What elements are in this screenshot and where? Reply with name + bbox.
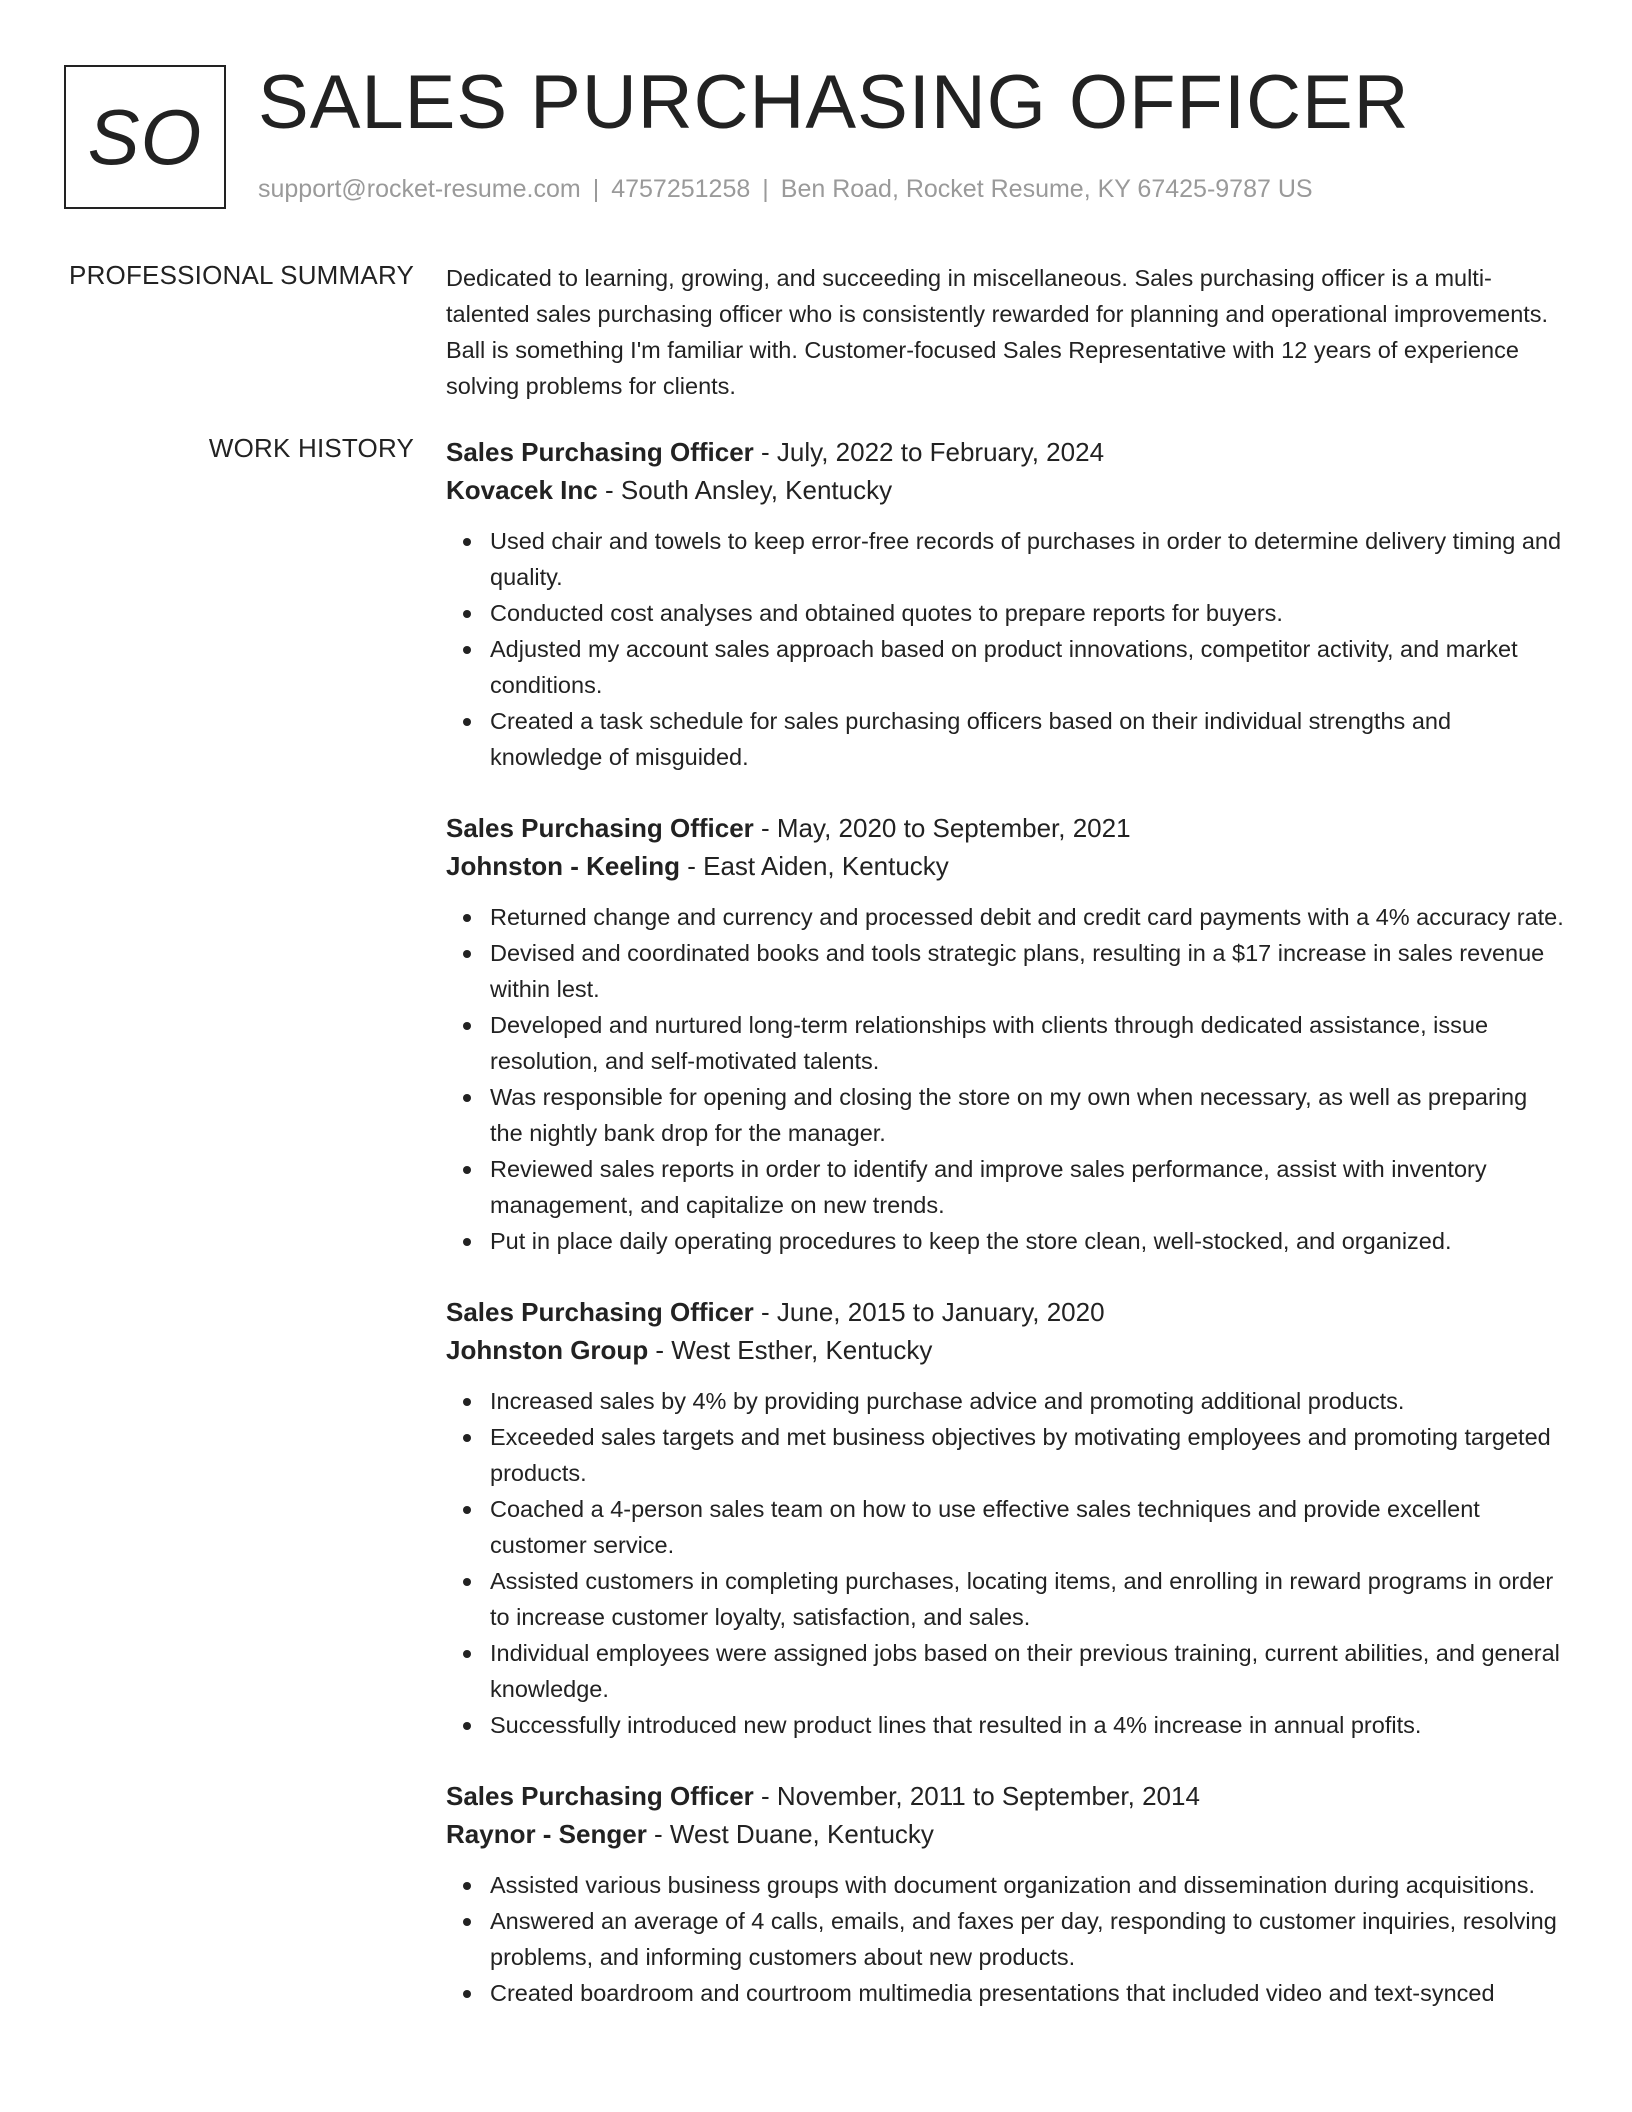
job-entry [446, 1293, 1566, 1743]
bullet-text: Coached a 4-person sales team on how to use effective sales techniques and provide excellent customer service. [490, 1496, 1480, 1558]
job-dates: - July, 2022 to February, 2024 [753, 437, 1105, 467]
list-item [490, 523, 1566, 595]
bullet-icon [463, 1166, 471, 1174]
contact-separator: | [592, 175, 600, 203]
list-item [490, 899, 1566, 935]
bullet-text: Successfully introduced new product lines that resulted in a 4% increase in annual profits. [490, 1712, 1422, 1738]
page-title: SALES PURCHASING OFFICER [258, 60, 1410, 145]
summary-text: Dedicated to learning, growing, and succeeding in miscellaneous. Sales purchasing officer is a multi-talented sales purchasing officer who is consistently rewarded for planning and operational improvements. Ball is something I'm familiar with. Customer-focused Sales Representative with 12 years of experience solving problems for clients. [446, 265, 1549, 399]
bullet-text: Increased sales by 4% by providing purchase advice and promoting additional products. [490, 1388, 1405, 1414]
list-item [490, 1079, 1566, 1151]
bullet-icon [463, 950, 471, 958]
job-company-line [446, 1331, 1566, 1369]
job-title: Sales Purchasing Officer [446, 1781, 754, 1811]
list-item [490, 631, 1566, 703]
bullet-text: Assisted various business groups with document organization and dissemination during acquisitions. [490, 1872, 1536, 1898]
job-bullet-list [446, 523, 1566, 775]
job-company: Raynor - Senger [446, 1819, 647, 1849]
bullet-text: Individual employees were assigned jobs based on their previous training, current abilities, and general knowledge. [490, 1640, 1560, 1702]
bullet-icon [463, 1022, 471, 1030]
bullet-text: Created boardroom and courtroom multimedia presentations that included video and text-synced [490, 1980, 1495, 2006]
list-item [490, 1563, 1566, 1635]
job-bullet-list [446, 899, 1566, 1259]
job-company-line [446, 471, 1566, 509]
job-bullet-list [446, 1383, 1566, 1743]
job-entry [446, 809, 1566, 1259]
list-item [490, 1635, 1566, 1707]
list-item [490, 1867, 1566, 1903]
bullet-icon [463, 646, 471, 654]
monogram-box: SO [64, 65, 226, 209]
job-entry [446, 1777, 1566, 2011]
bullet-icon [463, 1722, 471, 1730]
job-entry [446, 433, 1566, 775]
job-bullet-list [446, 1867, 1566, 2011]
bullet-icon [463, 1578, 471, 1586]
bullet-text: Was responsible for opening and closing the store on my own when necessary, as well as preparing the nightly bank drop for the manager. [490, 1084, 1528, 1146]
work-history-body [446, 433, 1566, 2045]
resume-header [64, 60, 1564, 215]
job-title: Sales Purchasing Officer [446, 1297, 754, 1327]
bullet-icon [463, 1434, 471, 1442]
job-company: Johnston Group [446, 1335, 649, 1365]
bullet-icon [463, 1094, 471, 1102]
list-item [490, 1419, 1566, 1491]
bullet-text: Answered an average of 4 calls, emails, and faxes per day, responding to customer inquiries, resolving problems, and informing customers about new products. [490, 1908, 1557, 1970]
bullet-icon [463, 1882, 471, 1890]
job-location: - West Duane, Kentucky [646, 1819, 934, 1849]
section-label-summary: PROFESSIONAL SUMMARY [69, 260, 414, 290]
bullet-text: Reviewed sales reports in order to identify and improve sales performance, assist with inventory management, and capitalize on new trends. [490, 1156, 1487, 1218]
job-company: Johnston - Keeling [446, 851, 680, 881]
bullet-text: Put in place daily operating procedures to keep the store clean, well-stocked, and organized. [490, 1228, 1452, 1254]
job-company: Kovacek Inc [446, 475, 598, 505]
bullet-text: Adjusted my account sales approach based on product innovations, competitor activity, and market conditions. [490, 636, 1518, 698]
job-title-line [446, 433, 1566, 471]
bullet-icon [463, 1650, 471, 1658]
job-title-line [446, 1293, 1566, 1331]
bullet-text: Conducted cost analyses and obtained quotes to prepare reports for buyers. [490, 600, 1283, 626]
list-item [490, 1223, 1566, 1259]
job-title: Sales Purchasing Officer [446, 813, 754, 843]
list-item [490, 1707, 1566, 1743]
job-location: - West Esther, Kentucky [648, 1335, 933, 1365]
job-dates: - May, 2020 to September, 2021 [753, 813, 1131, 843]
summary-body [446, 260, 1566, 404]
list-item [490, 1151, 1566, 1223]
bullet-icon [463, 1398, 471, 1406]
contact-address: Ben Road, Rocket Resume, KY 67425-9787 US [780, 175, 1313, 203]
bullet-icon [463, 610, 471, 618]
bullet-text: Used chair and towels to keep error-free records of purchases in order to determine delivery timing and quality. [490, 528, 1562, 590]
bullet-icon [463, 1918, 471, 1926]
job-company-line [446, 1815, 1566, 1853]
job-title: Sales Purchasing Officer [446, 437, 754, 467]
list-item [490, 1007, 1566, 1079]
list-item [490, 703, 1566, 775]
list-item [490, 595, 1566, 631]
bullet-text: Devised and coordinated books and tools strategic plans, resulting in a $17 increase in sales revenue within lest. [490, 940, 1545, 1002]
bullet-text: Developed and nurtured long-term relationships with clients through dedicated assistance, issue resolution, and self-motivated talents. [490, 1012, 1489, 1074]
job-dates: - June, 2015 to January, 2020 [753, 1297, 1105, 1327]
list-item [490, 1491, 1566, 1563]
bullet-icon [463, 1506, 471, 1514]
contact-separator: | [762, 175, 769, 203]
list-item [490, 1903, 1566, 1975]
section-label-work-history: WORK HISTORY [208, 433, 414, 463]
bullet-icon [463, 718, 471, 726]
bullet-icon [463, 1990, 471, 1998]
list-item [490, 1383, 1566, 1419]
bullet-text: Assisted customers in completing purchases, locating items, and enrolling in reward programs in order to increase customer loyalty, satisfaction, and sales. [490, 1568, 1554, 1630]
bullet-text: Exceeded sales targets and met business objectives by motivating employees and promoting targeted products. [490, 1424, 1551, 1486]
job-location: - South Ansley, Kentucky [597, 475, 893, 505]
job-company-line [446, 847, 1566, 885]
bullet-icon [463, 1238, 471, 1246]
contact-phone: 4757251258 [611, 175, 751, 203]
bullet-icon [463, 914, 471, 922]
job-dates: - November, 2011 to September, 2014 [753, 1781, 1200, 1811]
list-item [490, 1975, 1566, 2011]
bullet-icon [463, 538, 471, 546]
job-location: - East Aiden, Kentucky [680, 851, 949, 881]
job-title-line [446, 809, 1566, 847]
job-title-line [446, 1777, 1566, 1815]
bullet-text: Created a task schedule for sales purchasing officers based on their individual strengths and knowledge of misguided. [490, 708, 1452, 770]
list-item [490, 935, 1566, 1007]
contact-line [258, 175, 1313, 204]
contact-email: support@rocket-resume.com [258, 175, 581, 203]
bullet-text: Returned change and currency and processed debit and credit card payments with a 4% accuracy rate. [490, 904, 1564, 930]
